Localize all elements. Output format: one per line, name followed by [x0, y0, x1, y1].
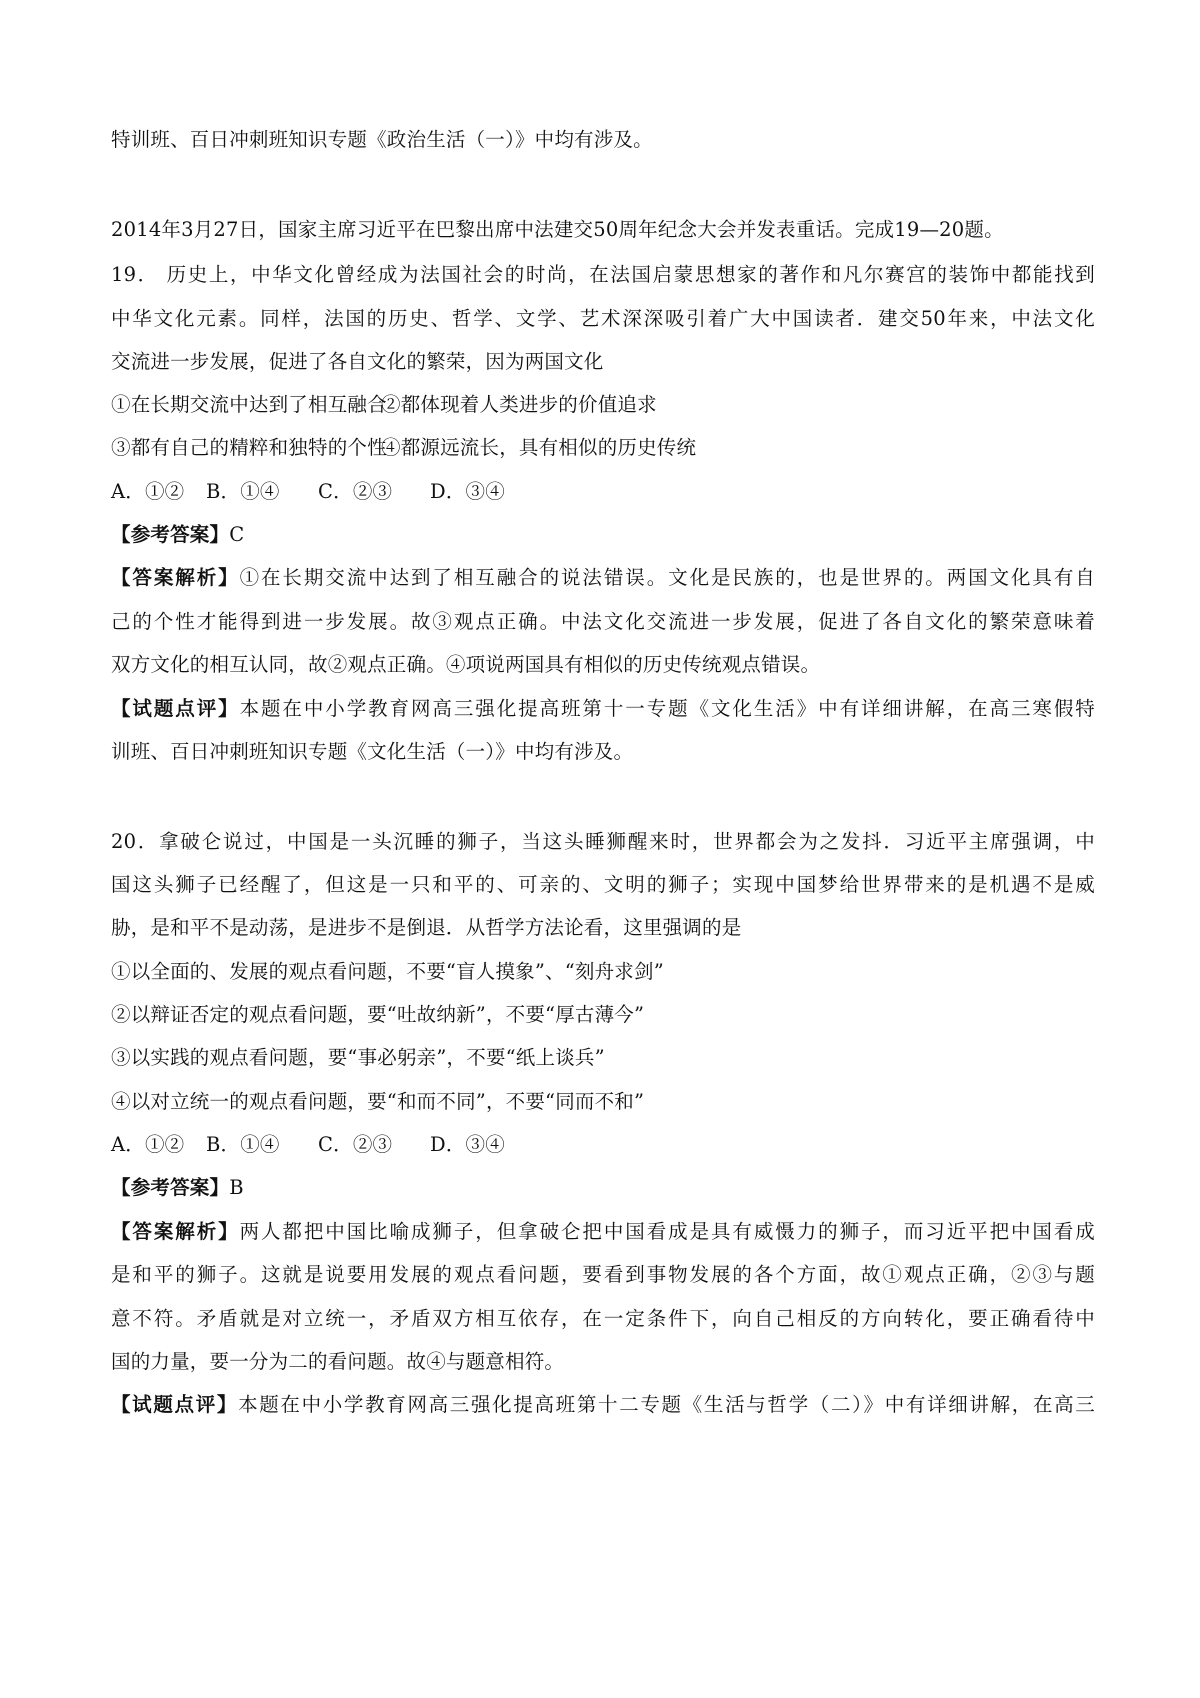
analysis-text: ①在长期交流中达到了相互融合的说法错误。文化是民族的，也是世界的。两国文化具有自: [239, 566, 1095, 589]
q20-stem-line: 20．拿破仑说过，中国是一头沉睡的狮子，当这头睡狮醒来时，世界都会为之发抖．习近平主席强调，中: [111, 830, 1095, 853]
q20-statement: ②以辩证否定的观点看问题，要“吐故纳新”，不要“厚古薄今”: [111, 1003, 645, 1026]
q19-option-a: A．①②: [111, 480, 185, 503]
q19-options: [111, 480, 505, 504]
q19-analysis-line: [111, 566, 1095, 590]
q19-remark-line: 训班、百日冲刺班知识专题《文化生活（一）》中均有涉及。: [111, 740, 634, 763]
analysis-tag: 【答案解析】: [111, 1220, 240, 1243]
q19-stem-line: 中华文化元素。同样，法国的历史、哲学、文学、艺术深深吸引着广大中国读者．建交50年来，中法文化: [111, 307, 1095, 330]
q20-option-b: B．①④: [206, 1133, 280, 1156]
q19-option-c: C．②③: [318, 480, 393, 503]
q20-option-a: A．①②: [111, 1133, 185, 1156]
q19-option-b: B．①④: [206, 480, 280, 503]
q20-statement: ③以实践的观点看问题，要“事必躬亲”，不要“纸上谈兵”: [111, 1046, 605, 1069]
q20-answer: [111, 1176, 244, 1200]
q20-statement: ④以对立统一的观点看问题，要“和而不同”，不要“同而不和”: [111, 1090, 645, 1113]
q20-statement: ①以全面的、发展的观点看问题，不要“盲人摸象”、“刻舟求剑”: [111, 960, 664, 983]
q20-options: [111, 1133, 505, 1157]
material-intro: 2014年3月27日，国家主席习近平在巴黎出席中法建交50周年纪念大会并发表重话。完成19—20题。: [111, 218, 1004, 241]
q19-stem-line: 交流进一步发展，促进了各自文化的繁荣，因为两国文化: [111, 350, 604, 373]
q20-analysis-line: 是和平的狮子。这就是说要用发展的观点看问题，要看到事物发展的各个方面，故①观点正确，②③与题: [111, 1263, 1095, 1286]
q20-option-c: C．②③: [318, 1133, 393, 1156]
q20-analysis-line: 意不符。矛盾就是对立统一，矛盾双方相互依存，在一定条件下，向自己相反的方向转化，要正确看待中: [111, 1307, 1095, 1330]
q19-answer: [111, 523, 244, 547]
analysis-text: 两人都把中国比喻成狮子，但拿破仑把中国看成是具有威慑力的狮子，而习近平把中国看成: [239, 1220, 1095, 1243]
q20-option-d: D．③④: [430, 1133, 505, 1156]
answer-tag: 【参考答案】: [111, 1176, 230, 1199]
analysis-tag: 【答案解析】: [111, 566, 240, 589]
q19-statement: ③都有自己的精粹和独特的个性: [111, 436, 387, 459]
q20-stem-line: 胁，是和平不是动荡，是进步不是倒退．从哲学方法论看，这里强调的是: [111, 916, 742, 939]
q19-stem-line: 19． 历史上，中华文化曾经成为法国社会的时尚，在法国启蒙思想家的著作和凡尔赛宫的装饰中都能找到: [111, 263, 1095, 286]
q20-stem-line: 国这头狮子已经醒了，但这是一只和平的、可亲的、文明的狮子；实现中国梦给世界带来的是机遇不是威: [111, 873, 1095, 896]
q19-statement: ②都体现着人类进步的价值追求: [381, 393, 657, 416]
remark-text: 本题在中小学教育网高三强化提高班第十二专题《生活与哲学（二）》中有详细讲解，在高三: [238, 1393, 1095, 1416]
q19-statement-row: [111, 393, 657, 417]
q19-statement: ④都源远流长，具有相似的历史传统: [381, 436, 697, 459]
answer-value: B: [229, 1176, 244, 1199]
q19-remark-line: [111, 697, 1095, 721]
q19-analysis-line: 己的个性才能得到进一步发展。故③观点正确。中法文化交流进一步发展，促进了各自文化的繁荣意味着: [111, 610, 1095, 633]
q19-analysis-line: 双方文化的相互认同，故②观点正确。④项说两国具有相似的历史传统观点错误。: [111, 653, 821, 676]
q19-option-d: D．③④: [430, 480, 505, 503]
previous-remark-tail: 特训班、百日冲刺班知识专题《政治生活（一）》中均有涉及。: [111, 128, 653, 151]
q19-statement-row: [111, 436, 696, 460]
remark-tag: 【试题点评】: [111, 1393, 239, 1416]
q20-analysis-line: 国的力量，要一分为二的看问题。故④与题意相符。: [111, 1350, 565, 1373]
q20-analysis-line: [111, 1220, 1095, 1244]
remark-text: 本题在中小学教育网高三强化提高班第十一专题《文化生活》中有详细讲解，在高三寒假特: [239, 697, 1095, 720]
remark-tag: 【试题点评】: [111, 697, 240, 720]
q19-statement: ①在长期交流中达到了相互融合: [111, 393, 387, 416]
answer-tag: 【参考答案】: [111, 523, 230, 546]
answer-value: C: [229, 523, 245, 546]
q20-remark-line: [111, 1393, 1095, 1417]
